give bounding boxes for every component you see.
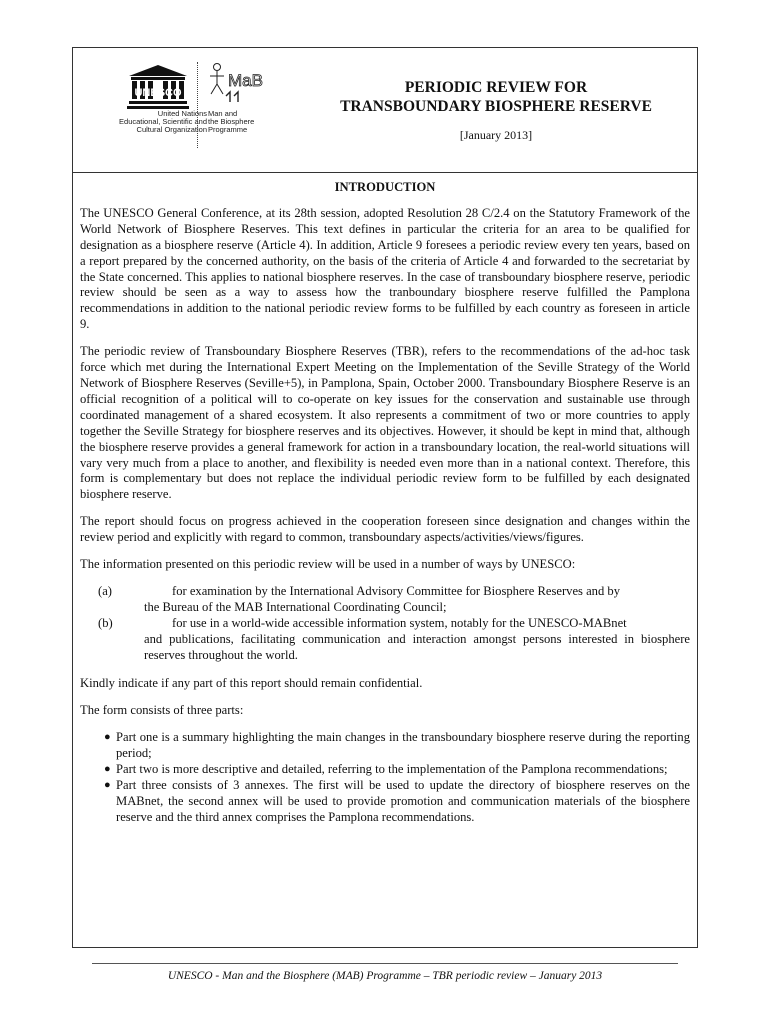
- paragraph-form-parts: The form consists of three parts:: [80, 703, 244, 718]
- list-item: [104, 762, 690, 778]
- list-item-text-first: for examination by the International Advisory Committee for Biosphere Reserves and by: [172, 583, 621, 598]
- section-heading: INTRODUCTION: [334, 180, 436, 194]
- mab-caption-line: Programme: [208, 125, 248, 134]
- paragraph-report-focus: The report should focus on progress achieved in the cooperation foreseen since designation and changes within the review period and explicitly with regard to common, transboundary aspects/activities/views/figures.: [80, 514, 690, 545]
- list-item: [104, 778, 690, 826]
- document-title-block: [301, 78, 691, 143]
- bullet-icon: ●: [104, 731, 111, 744]
- list-item-label: (a): [98, 583, 112, 598]
- unesco-caption-line: United Nations: [157, 109, 207, 118]
- list-item-text-first: for use in a world-wide accessible information system, notably for the UNESCO-MABnet: [172, 615, 627, 630]
- mab-figure-icon: [204, 62, 264, 108]
- list-item-text: Part three consists of 3 annexes. The first will be used to update the directory of biosphere reserves on the MABnet, the second annex will be used to provide promotion and communication materials of the biosphere reserve and the third annex comprises the Pamplona recommendations.: [116, 778, 690, 824]
- unesco-caption: [99, 110, 207, 134]
- mab-caption-line: Man and: [208, 109, 238, 118]
- document-title-line-1: PERIODIC REVIEW FOR: [404, 79, 588, 96]
- unesco-temple-icon: [127, 64, 189, 110]
- bullet-icon: ●: [104, 779, 111, 791]
- list-item-label: (b): [98, 615, 113, 630]
- bullet-icon: ●: [104, 763, 111, 776]
- paragraph-information-use: The information presented on this periodic review will be used in a number of ways by UNESCO:: [80, 557, 576, 572]
- list-item: [80, 616, 690, 664]
- list-item: [80, 584, 690, 616]
- unesco-caption-line: Cultural Organization: [136, 125, 207, 134]
- page-footer: UNESCO - Man and the Biosphere (MAB) Programme – TBR periodic review – January 2013: [167, 970, 603, 982]
- list-item-text: [144, 584, 690, 616]
- unesco-wordmark: UNESCO: [134, 87, 182, 99]
- mab-caption: [208, 110, 254, 134]
- uses-list: [80, 584, 690, 664]
- unesco-logo: [99, 60, 209, 150]
- mab-logo: [204, 62, 274, 152]
- footer-divider: [92, 963, 678, 964]
- list-item-text: Part two is more descriptive and detailed, referring to the implementation of the Pamplona recommendations;: [116, 762, 668, 777]
- logo-divider: [197, 62, 198, 148]
- paragraph-statutory-framework: The UNESCO General Conference, at its 28th session, adopted Resolution 28 C/2.4 on the Statutory Framework of the World Network of Biosphere Reserves. This text defines in particular the criteria for an area to be qualified for designation as a biosphere reserve (Article 4). In addition, Article 9 foresees a periodic review every ten years, based on a report prepared by the concerned authority, on the basis of the criteria of Article 4 and forwarded to the secretariat by the State concerned. This applies to national biosphere reserves. In the case of transboundary biosphere reserve, periodic review should be seen as a way to assess how the tranboundary biosphere reserve fulfilled the Pamplona recommendations in addition to the national periodic review forms to be fulfilled by each country as foreseen in article 9.: [80, 205, 690, 332]
- mab-wordmark: MaB: [228, 71, 263, 90]
- list-item-text: [144, 616, 690, 664]
- document-header: [73, 48, 697, 173]
- parts-list: [80, 730, 690, 825]
- unesco-caption-line: Educational, Scientific and: [119, 117, 207, 126]
- document-date: [January 2013]: [459, 128, 533, 142]
- document-title-line-2: TRANSBOUNDARY BIOSPHERE RESERVE: [340, 98, 652, 115]
- paragraph-tbr-review: The periodic review of Transboundary Biosphere Reserves (TBR), refers to the recommendations of the ad-hoc task force which met during the International Expert Meeting on the Implementation of the Seville Strategy of the World Network of Biosphere Reserves (Seville+5), in Pamplona, Spain, October 2000. Transboundary Biosphere Reserve is an official recognition of a political will to co-operate on key issues for the conservation and sustainable use through coordinated management of a shared ecosystem. It also represents a commitment of two or more countries to apply together the Seville Strategy for biosphere reserves and its objectives. However, it should be kept in mind that, although the biosphere reserve provides a general framework for action in a transboundary location, the real-world situations will vary very much from a place to another, and flexibility is needed even more than in a national context. Therefore, this form is complementary but does not replace the individual periodic review form to be fulfilled by each designated biosphere reserve.: [80, 344, 690, 502]
- list-item-text-rest: and publications, facilitating communication and interaction amongst persons interested in biosphere reserves throughout the world.: [144, 631, 690, 662]
- document-body: [80, 180, 690, 826]
- paragraph-confidential: Kindly indicate if any part of this report should remain confidential.: [80, 676, 423, 691]
- document-frame: [72, 47, 698, 948]
- list-item-text: Part one is a summary highlighting the main changes in the transboundary biosphere reserve during the reporting period;: [116, 730, 690, 761]
- list-item-text-rest: the Bureau of the MAB International Coordinating Council;: [144, 599, 447, 614]
- list-item: [104, 730, 690, 762]
- mab-caption-line: the Biosphere: [208, 117, 255, 126]
